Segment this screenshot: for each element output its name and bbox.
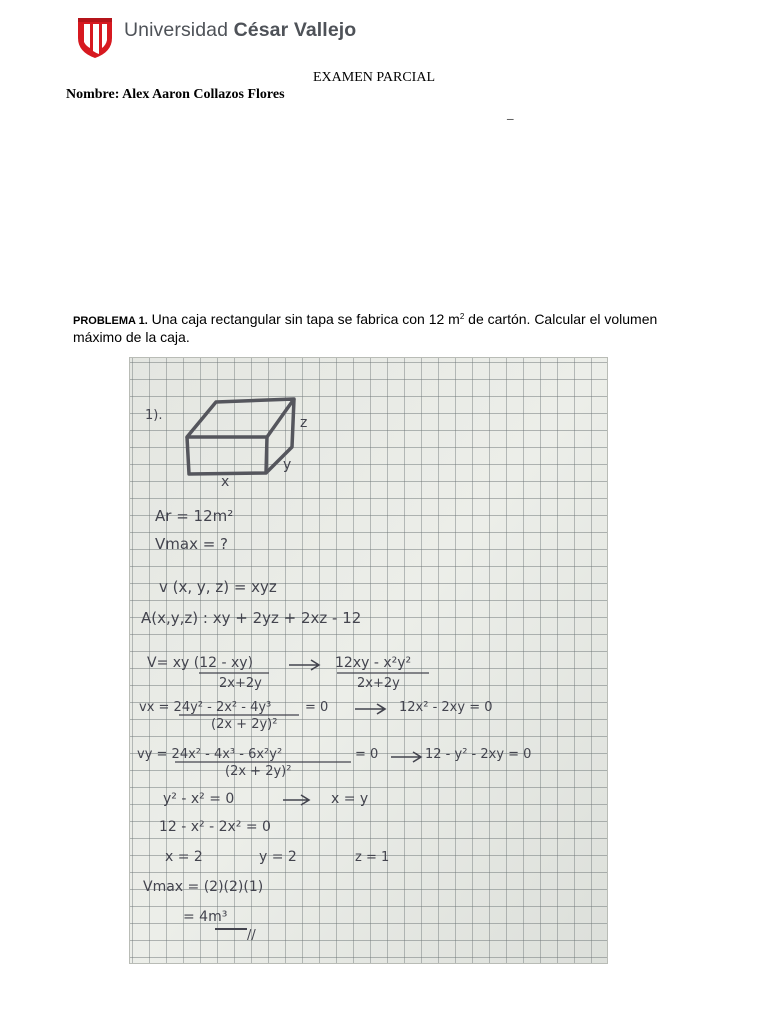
dash-mark: _ <box>507 106 514 121</box>
hw-line-x2: x = 2 <box>165 849 203 865</box>
hw-line-vy-eq: = 0 <box>355 747 379 762</box>
hw-line-vx-den: (2x + 2y)² <box>211 717 278 732</box>
student-name: Nombre: Alex Aaron Collazos Flores <box>66 87 285 102</box>
exam-title: EXAMEN PARCIAL <box>313 70 435 85</box>
hw-number: 1). <box>145 408 163 423</box>
shield-logo-icon <box>78 18 112 58</box>
problem-label: PROBLEMA 1. <box>73 315 148 327</box>
hw-line-y2: y = 2 <box>259 849 297 865</box>
hw-line-v-num2: 12xy - x²y² <box>335 655 412 671</box>
hw-line-vmax-calc: Vmax = (2)(2)(1) <box>143 879 264 895</box>
hw-line-vy-den: (2x + 2y)² <box>225 764 292 779</box>
handwritten-solution-photo <box>129 357 608 964</box>
hw-line-result: = 4m³ <box>183 909 228 925</box>
hw-line-xeqy: x = y <box>331 791 369 807</box>
hw-line-12x2: 12 - x² - 2x² = 0 <box>159 819 271 835</box>
logo-wordmark: Universidad César Vallejo <box>124 19 357 41</box>
hw-dim-z: z <box>300 415 308 431</box>
hw-line-y2x2: y² - x² = 0 <box>163 791 235 807</box>
hw-line-z1: z = 1 <box>355 850 390 865</box>
hw-line-area-func: A(x,y,z) : xy + 2yz + 2xz - 12 <box>141 609 362 627</box>
hw-line-vy-result: 12 - y² - 2xy = 0 <box>425 747 532 762</box>
hw-line-v-den: 2x+2y <box>219 676 262 691</box>
hw-line-vx-result: 12x² - 2xy = 0 <box>399 700 493 715</box>
hw-dim-y: y <box>283 457 292 473</box>
hw-line-v-den2: 2x+2y <box>357 676 400 691</box>
hw-dim-x: x <box>221 474 230 490</box>
hw-line-area: Ar = 12m² <box>155 507 234 525</box>
hw-line-vy: vy = 24x² - 4x³ - 6x²y² <box>137 747 283 762</box>
hw-line-vx: vx = 24y² - 2x² - 4y³ <box>139 700 272 715</box>
hw-line-end-mark: // <box>247 928 256 943</box>
hw-line-volume: v (x, y, z) = xyz <box>159 578 277 596</box>
problem-statement: PROBLEMA 1. Una caja rectangular sin tapa se fabrica con 12 $m^2$ de cartón. Calcular el volumen máximo de la caja. <box>73 311 658 345</box>
hw-line-vx-eq: = 0 <box>305 700 329 715</box>
hw-line-v-sub: V= xy (12 - xy) <box>147 655 254 671</box>
hw-line-vmax: Vmax = ? <box>155 535 229 553</box>
